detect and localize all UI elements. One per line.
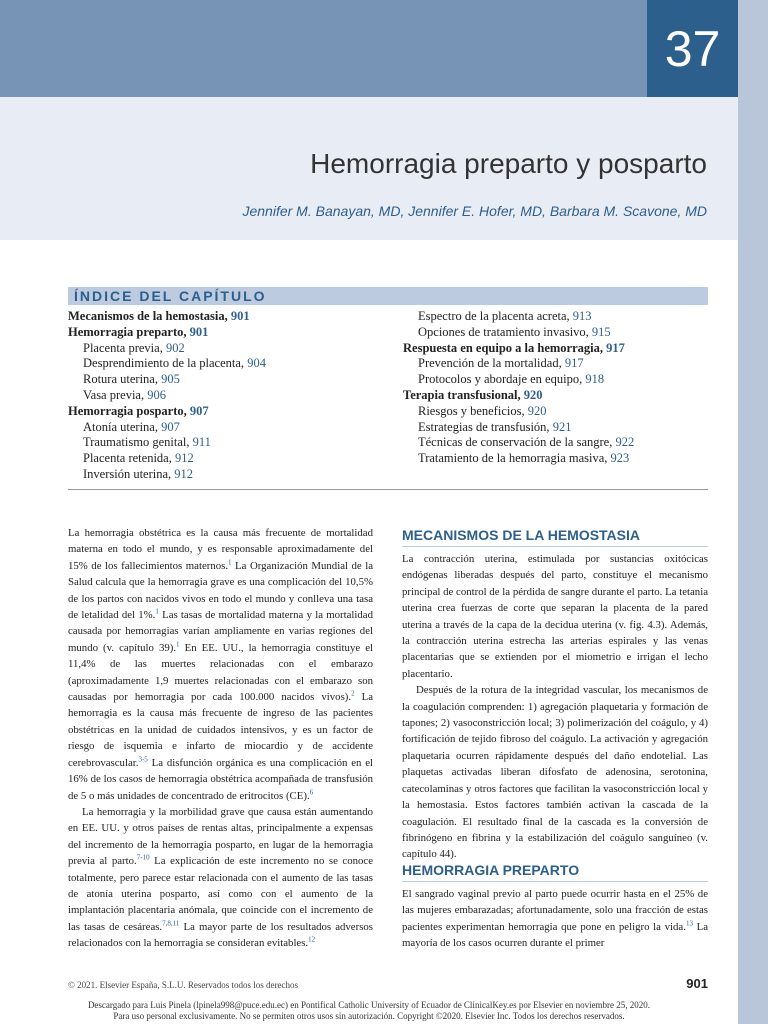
toc-entry-page[interactable]: 906 <box>147 387 166 402</box>
toc-entry-page[interactable]: 920 <box>527 403 547 418</box>
body-right-column-2 <box>402 886 708 952</box>
toc-entry-page[interactable]: 912 <box>174 466 194 481</box>
reference[interactable]: 7,8,11 <box>162 919 180 928</box>
toc-right-column <box>403 309 713 467</box>
header-band <box>0 0 738 97</box>
toc-entry[interactable] <box>68 372 388 388</box>
toc-entry-label: Mecanismos de la hemostasia, <box>68 309 231 323</box>
toc-entry[interactable] <box>68 356 388 372</box>
paragraph: La hemorragia y la morbilidad grave que causa están aumentando en EE. UU. y otros países de rentas altas, principalmente a expensas del incremento de la hemorragia posparto, en lugar de la hemorragia previa al parto.$^{7-10}$ La explicación de este incremento no se conoce totalmente, pero parece estar relacionada con el aumento de las tasas de atonía uterina posparto, así como con el aumento de la implantación placentaria anómala, que coincide con el incremento de las tasas de cesáreas.$^{7,8,11}$ La mayor parte de los resultados adversos relacionados con la hemorragia se consideran evitables.$^{12}$ <box>68 805 373 950</box>
toc-entry-label: Técnicas de conservación de la sangre, <box>418 435 616 450</box>
toc-entry[interactable] <box>68 404 388 420</box>
toc-entry-page[interactable]: 918 <box>585 372 605 387</box>
toc-entry-label: Atonía uterina, <box>83 419 162 434</box>
body-right-column <box>402 551 708 863</box>
toc-entry-label: Inversión uterina, <box>83 466 175 481</box>
toc-entry[interactable] <box>68 451 388 467</box>
toc-entry-label: Rotura uterina, <box>83 372 162 387</box>
toc-entry-page[interactable]: 902 <box>165 340 185 355</box>
paragraph: La hemorragia obstétrica es la causa más frecuente de mortalidad materna en todo el mundo, y es responsable aproximadamente del 15% de los fallecimientos maternos.$^1$ La Organización Mundial de la Salud calcula que la hemorragia grave es una complicación del 10,5% de los partos con nacidos vivos en todo el mundo y conlleva una tasa de letalidad del 1%.$^1$ Las tasas de mortalidad materna y la mortalidad causada por hemorragias varían ampliamente en varias regiones del mundo (v. capítulo 39).$^1$ En EE. UU., la hemorragia constituye el 11,4% de las muertes relacionadas con el embarazo (aproximadamente 1,9 muertes relacionadas con el embarazo son causadas por hemorragia por cada 100.000 nacidos vivos).$^2$ La hemorragia es la causa más frecuente de ingreso de las pacientes obstétricas en la unidad de cuidados intensivos, y es un factor de riesgo de isquemia e infarto de miocardio y de accidente cerebrovascular.$^{3-5}$ La disfunción orgánica es una complicación en el 16% de los casos de hemorragia obstétrica acompañada de transfusión de 5 o más unidades de concentrado de eritrocitos (CE).$^6$ <box>68 527 373 802</box>
toc-entry[interactable] <box>403 372 713 388</box>
chapter-authors: Jennifer M. Banayan, MD, Jennifer E. Hofer, MD, Barbara M. Scavone, MD <box>242 203 707 219</box>
toc-entry-label: Tratamiento de la hemorragia masiva, <box>418 451 611 466</box>
toc-entry-page[interactable]: 901 <box>189 324 209 339</box>
toc-entry-label: Riesgos y beneficios, <box>418 403 528 418</box>
toc-entry-label: Prevención de la mortalidad, <box>418 356 565 371</box>
toc-entry-page[interactable]: 922 <box>615 435 635 450</box>
toc-entry[interactable] <box>68 435 388 451</box>
reference[interactable]: 13 <box>685 919 693 928</box>
toc-heading: ÍNDICE DEL CAPÍTULO <box>68 287 708 305</box>
toc-entry[interactable] <box>403 356 713 372</box>
toc-entry-label: Protocolos y abordaje en equipo, <box>418 372 586 387</box>
reference[interactable]: 3-5 <box>138 755 148 764</box>
toc-entry-label: Vasa previa, <box>83 387 148 402</box>
reference[interactable]: 1 <box>155 607 159 616</box>
toc-entry-label: Terapia transfusional, <box>403 387 524 402</box>
toc-entry-label: Traumatismo genital, <box>83 435 193 450</box>
toc-entry[interactable] <box>68 420 388 436</box>
section-rule <box>402 546 708 547</box>
toc-entry[interactable] <box>68 309 388 325</box>
toc-entry[interactable] <box>403 404 713 420</box>
usage-notice: Para uso personal exclusivamente. No se permiten otros usos sin autorización. Copyright ©2020. Elsevier Inc. Todos los derechos reservados. <box>113 1011 625 1021</box>
page-number: 901 <box>686 976 708 991</box>
toc-entry-page[interactable]: 921 <box>552 419 572 434</box>
toc-entry-page[interactable]: 917 <box>564 356 584 371</box>
reference[interactable]: 2 <box>351 689 355 698</box>
toc-entry[interactable] <box>403 341 713 357</box>
reference[interactable]: 1 <box>228 558 232 567</box>
toc-entry-page[interactable]: 917 <box>606 340 625 355</box>
toc-entry-label: Placenta previa, <box>83 340 166 355</box>
toc-entry-label: Estrategias de transfusión, <box>418 419 553 434</box>
toc-entry[interactable] <box>403 420 713 436</box>
toc-entry-page[interactable]: 907 <box>161 419 180 434</box>
toc-entry[interactable] <box>403 435 713 451</box>
paragraph: Después de la rotura de la integridad vascular, los mecanismos de la coagulación comprenden: 1) agregación plaquetaria y formación de tapones; 2) vasoconstricción local; 3) polimerización del coágulo, y 4) fortificación de tejido fibroso del coágulo. La activación y agregación plaquetaria ocurren rápidamente después del daño endotelial. Las plaquetas activadas liberan difosfato de adenosina, serotonina, catecolaminas y otros factores que facilitan la vasoconstricción local y la hemostasia. Estos factores también activan la cascada de la coagulación. El resultado final de la cascada es la conversión de fibrinógeno en fibrina y la estabilización del coágulo sanguíneo (v. capítulo 44). <box>402 684 708 861</box>
toc-entry-page[interactable]: 901 <box>230 309 250 323</box>
toc-entry-label: Placenta retenida, <box>83 451 175 466</box>
toc-left-column <box>68 309 388 483</box>
download-notice: Descargado para Luis Pinela (lpinela998@puce.edu.ec) en Pontifical Catholic University of Ecuador de ClinicalKey.es por Elsevier en noviembre 25, 2020. <box>87 1000 651 1010</box>
copyright: © 2021. Elsevier España, S.L.U. Reservados todos los derechos <box>68 980 299 990</box>
toc-entry-page[interactable]: 915 <box>591 324 611 339</box>
toc-entry-page[interactable]: 907 <box>189 403 209 418</box>
toc-entry-label: Hemorragia preparto, <box>68 324 190 339</box>
toc-entry-page[interactable]: 920 <box>523 387 543 402</box>
paragraph: La contracción uterina, estimulada por sustancias oxitócicas endógenas liberadas después del parto, constituye el mecanismo principal de control de la pérdida de sangre durante el parto. La tetania uterina crea fuerzas de corte que separan la placenta de la pared uterina a través de la capa de la decidua uterina (v. fig. 4.3). Además, la contracción uterina estrecha las arterias espirales y las venas placentarias que se extienden por el miometrio e irrigan el lecho placentario. <box>402 553 708 680</box>
paragraph: El sangrado vaginal previo al parto puede ocurrir hasta en el 25% de las mujeres embarazadas; afortunadamente, solo una fracción de estas pacientes experimentan hemorragia que pone en peligro la vida.$^{13}$ La mayoría de los casos ocurren durante el primer <box>402 888 709 950</box>
chapter-number: 37 <box>647 0 738 97</box>
toc-entry-page[interactable]: 911 <box>192 435 211 450</box>
chapter-title: Hemorragia preparto y posparto <box>310 148 707 179</box>
toc-entry-label: Desprendimiento de la placenta, <box>83 356 248 371</box>
toc-entry-page[interactable]: 905 <box>161 372 180 387</box>
toc-entry[interactable] <box>403 325 713 341</box>
body-left-column <box>68 525 373 952</box>
toc-entry-label: Respuesta en equipo a la hemorragia, <box>403 340 607 355</box>
toc-entry-page[interactable]: 913 <box>572 309 592 323</box>
toc-entry-label: Hemorragia posparto, <box>68 403 190 418</box>
toc-entry[interactable] <box>68 341 388 357</box>
reference[interactable]: 7-10 <box>136 853 150 862</box>
section-heading-preparto: HEMORRAGIA PREPARTO <box>402 862 580 878</box>
toc-entry[interactable] <box>68 388 388 404</box>
toc-entry-label: Espectro de la placenta acreta, <box>418 309 573 323</box>
toc-entry-page[interactable]: 912 <box>174 451 194 466</box>
toc-divider <box>68 489 708 490</box>
toc-entry-page[interactable]: 923 <box>610 451 630 466</box>
toc-entry-page[interactable]: 904 <box>247 356 266 371</box>
toc-entry[interactable] <box>403 451 713 467</box>
toc-entry[interactable] <box>403 388 713 404</box>
reference[interactable]: 6 <box>309 787 314 796</box>
toc-entry[interactable] <box>68 467 388 483</box>
toc-entry[interactable] <box>68 325 388 341</box>
reference[interactable]: 1 <box>176 640 180 649</box>
section-heading-hemostasia: MECANISMOS DE LA HEMOSTASIA <box>402 527 641 543</box>
toc-entry-label: Opciones de tratamiento invasivo, <box>418 324 592 339</box>
reference[interactable]: 12 <box>308 935 316 944</box>
toc-entry[interactable] <box>403 309 713 325</box>
section-rule <box>402 881 708 882</box>
side-strip <box>738 0 768 1024</box>
